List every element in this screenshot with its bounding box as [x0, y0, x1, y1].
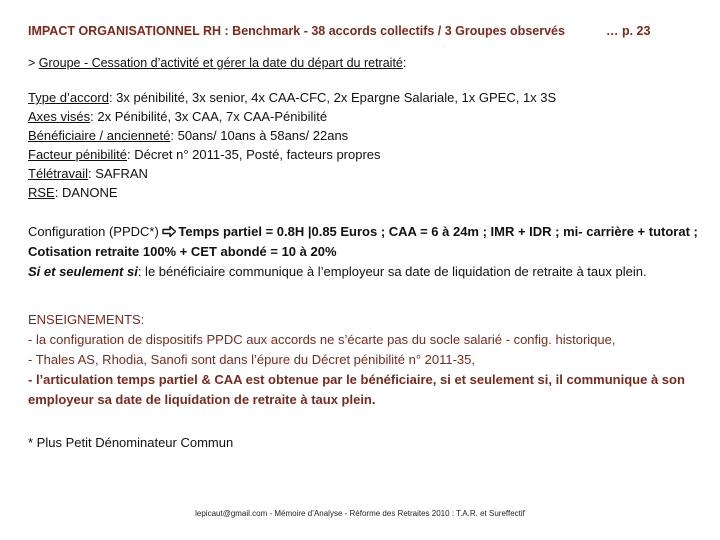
- detail-value: : 50ans/ 10ans à 58ans/ 22ans: [170, 128, 349, 143]
- detail-type-accord: [28, 88, 692, 107]
- detail-value: : Décret n° 2011-35, Posté, facteurs propres: [127, 147, 381, 162]
- detail-label: RSE: [28, 185, 55, 200]
- detail-value: : DANONE: [54, 185, 118, 200]
- detail-label: Axes visés: [28, 109, 91, 124]
- detail-value: : 2x Pénibilité, 3x CAA, 7x CAA-Pénibilité: [90, 109, 328, 124]
- page-number: … p. 23: [606, 24, 651, 38]
- lesson-item: - Thales AS, Rhodia, Sanofi sont dans l’épure du Décret pénibilité n° 2011-35,: [28, 352, 475, 367]
- detail-label: Facteur pénibilité: [28, 147, 127, 162]
- detail-value: : 3x pénibilité, 3x senior, 4x CAA-CFC, 2x Epargne Salariale, 1x GPEC, 1x 3S: [108, 90, 557, 105]
- group-title: Groupe - Cessation d’activité et gérer la date du départ du retraité: [38, 56, 403, 70]
- footnote: * Plus Petit Dénominateur Commun: [28, 435, 234, 450]
- config-summary: Temps partiel = 0.8H |0.85 Euros ; CAA = 6 à 24m ; IMR + IDR ; mi- carrière + tutorat ; Cotisation retraite 100% + CET abondé = 10 à 20%: [28, 224, 698, 259]
- detail-value: : SAFRAN: [87, 166, 148, 181]
- configuration-block: [28, 222, 698, 282]
- details-list: [28, 88, 692, 202]
- lesson-item-bold: - l’articulation temps partiel & CAA est obtenue par le bénéficiaire, si et seulement si, il communique à son employeur sa date de liquidation de retraite à taux plein.: [28, 372, 685, 407]
- detail-facteur-penibilite: [28, 145, 692, 164]
- detail-axes-vises: [28, 107, 692, 126]
- detail-beneficiaire: [28, 126, 692, 145]
- footer: lepicaut@gmail.com - Mémoire d’Analyse - Réforme des Retraites 2010 : T.A.R. et Sureffectif: [195, 509, 525, 518]
- lesson-item: - la configuration de dispositifs PPDC aux accords ne s’écarte pas du socle salarié - config. historique,: [28, 332, 616, 347]
- lessons-block: [28, 310, 710, 410]
- detail-label: Type d’accord: [28, 90, 109, 105]
- config-condition-text: : le bénéficiaire communique à l’employeur sa date de liquidation de retraite à taux plein.: [137, 264, 647, 279]
- detail-teletravail: [28, 164, 692, 183]
- arrow-right-icon: [162, 226, 176, 237]
- header: [28, 24, 692, 38]
- config-condition-label: Si et seulement si: [28, 264, 138, 279]
- header-title: IMPACT ORGANISATIONNEL RH : Benchmark - 38 accords collectifs / 3 Groupes observés: [28, 24, 565, 38]
- config-prefix: Configuration (PPDC*): [28, 224, 163, 239]
- lessons-title: ENSEIGNEMENTS:: [28, 312, 145, 327]
- group-heading: [28, 55, 692, 71]
- detail-label: Bénéficiaire / ancienneté: [28, 128, 171, 143]
- detail-label: Télétravail: [28, 166, 88, 181]
- detail-rse: [28, 183, 692, 202]
- group-suffix: :: [402, 56, 407, 70]
- group-prefix: >: [28, 56, 39, 70]
